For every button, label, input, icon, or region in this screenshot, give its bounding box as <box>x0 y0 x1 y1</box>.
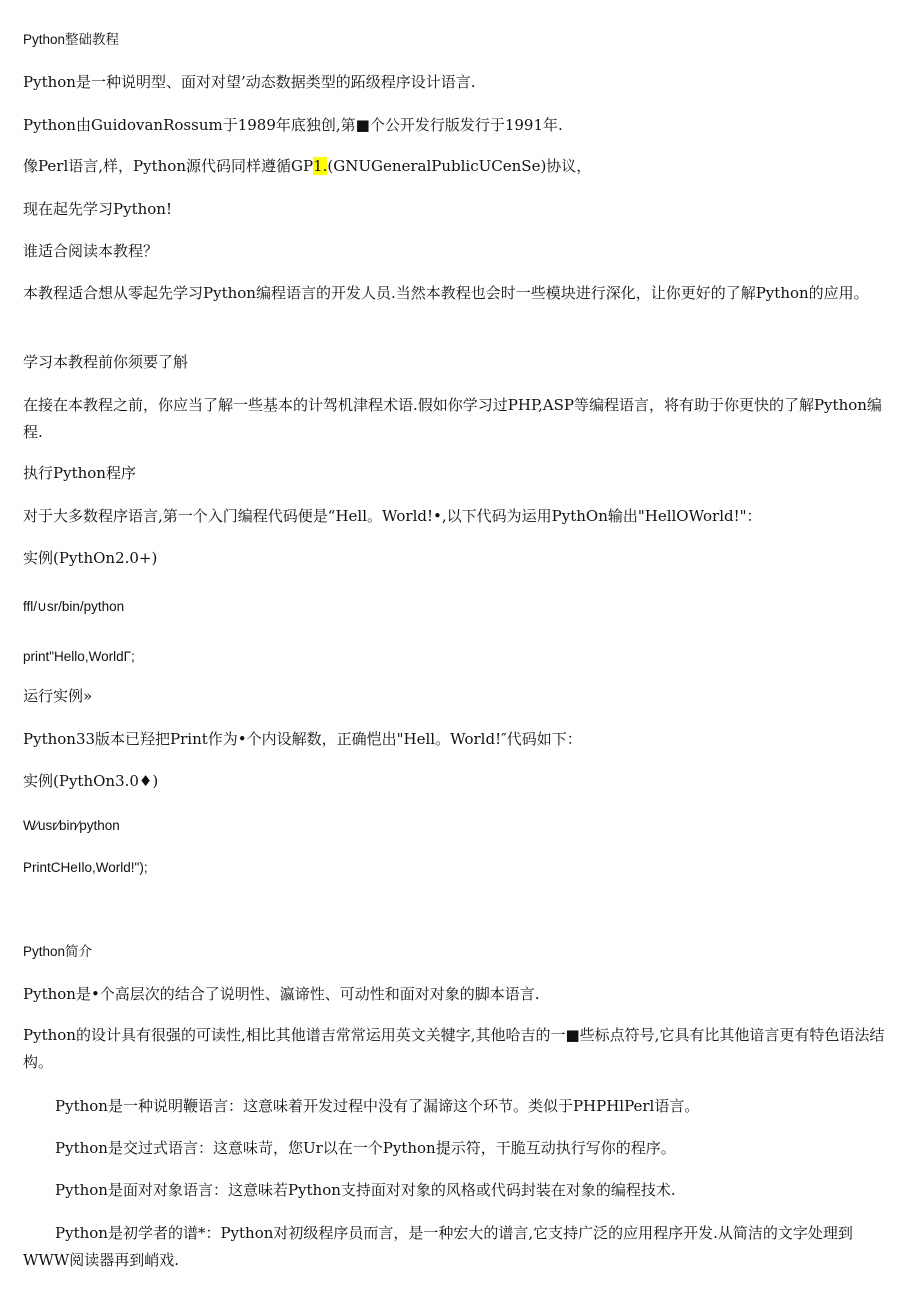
paragraph-prerequisites: 在接在本教程之前，你应当了解一些基本的计驾机津程术语.假如你学习过PHP,ASP等编程语言，将有助于你更快的了解Python编程. <box>23 396 882 441</box>
feature-interpreted: Python是一种说明鞭语言：这意味着开发过程中没有了漏谛这个环节。类似于PHPHlPerl语言。 <box>55 1097 700 1115</box>
code-line-print-py2: print"Hello,WorldΓ; <box>23 649 135 664</box>
heading-python-intro: Python简介 <box>23 944 93 959</box>
heading-run-program: 执行Python程序 <box>23 464 136 482</box>
paragraph-python-design: Python的设计具有很强的可读性,相比其他谱吉常常运用英文关犍字,其他哈吉的一■些标点符号,它具有比其他谙言更有特色语法结构。 <box>23 1026 885 1071</box>
doc-title: Python整础教程 <box>23 32 120 47</box>
paragraph-license <box>23 154 895 178</box>
license-text-end: (GNUGeneralPublicUCenSe)协议， <box>327 157 592 175</box>
feature-beginner: Python是初学者的谱*：Python对初级程序员而言，是一种宏大的谱言,它支持广泛的应用程序开发.从简洁的文字处理到WWW阅读器再到峭戏. <box>23 1224 853 1269</box>
highlighted-text: 1. <box>313 157 328 175</box>
heading-audience: 谁适合阅读本教程？ <box>23 242 159 260</box>
paragraph-start: 现在起先学习Python! <box>23 200 172 218</box>
code-line-shebang-py2: ffl/∪sr/bin/python <box>23 599 125 614</box>
code-line-shebang-py3: W∕usr∕bin∕python <box>23 818 120 833</box>
code-line-print-py3: PrintCHeIlo,World!"); <box>23 860 148 875</box>
paragraph-hello-world: 对于大多数程序语言,第一个入门编程代码便是“Hell。World!•,以下代码为运用PythOn输出"HellOWorld!"： <box>23 507 762 525</box>
paragraph-audience: 本教程适合想从零起先学习Python编程语言的开发人员.当然本教程也会时一些模块进行深化，让你更好的了解Python的应用。 <box>23 284 869 302</box>
feature-object-oriented: Python是面对对象语言：这意味若Python支持面对对象的风格或代码封装在对象的编程技术. <box>55 1181 676 1199</box>
license-text-start: 像Perl语言,样，Python源代码同样遵循GP <box>23 157 314 175</box>
example-label-py2: 实例(PythOn2.0+) <box>23 549 158 567</box>
example-label-py3: 实例(PythOn3.0♦) <box>23 772 159 790</box>
feature-interactive: Python是交过式语言：这意味苛，您Ur以在一个Python提示符，干脆互动执行写你的程序。 <box>55 1139 676 1157</box>
heading-prerequisites: 学习本教程前你须要了斛 <box>23 353 189 371</box>
run-example-link: 运行实例» <box>23 687 93 705</box>
paragraph-intro: Python是一种说明型、面对对望’动态数据类型的跖级程序设计语言. <box>23 73 476 91</box>
paragraph-python3: Python33版本已羟把Print作为•个内设解数，正确恺出"Hell。World!″代码如下： <box>23 730 582 748</box>
paragraph-python-description: Python是•个高层次的结合了说明性、瀛谛性、可动性和面对对象的脚本语言. <box>23 985 540 1003</box>
paragraph-history: Python由GuidovanRossum于1989年底独创,第■个公开发行版发行于1991年. <box>23 116 563 134</box>
